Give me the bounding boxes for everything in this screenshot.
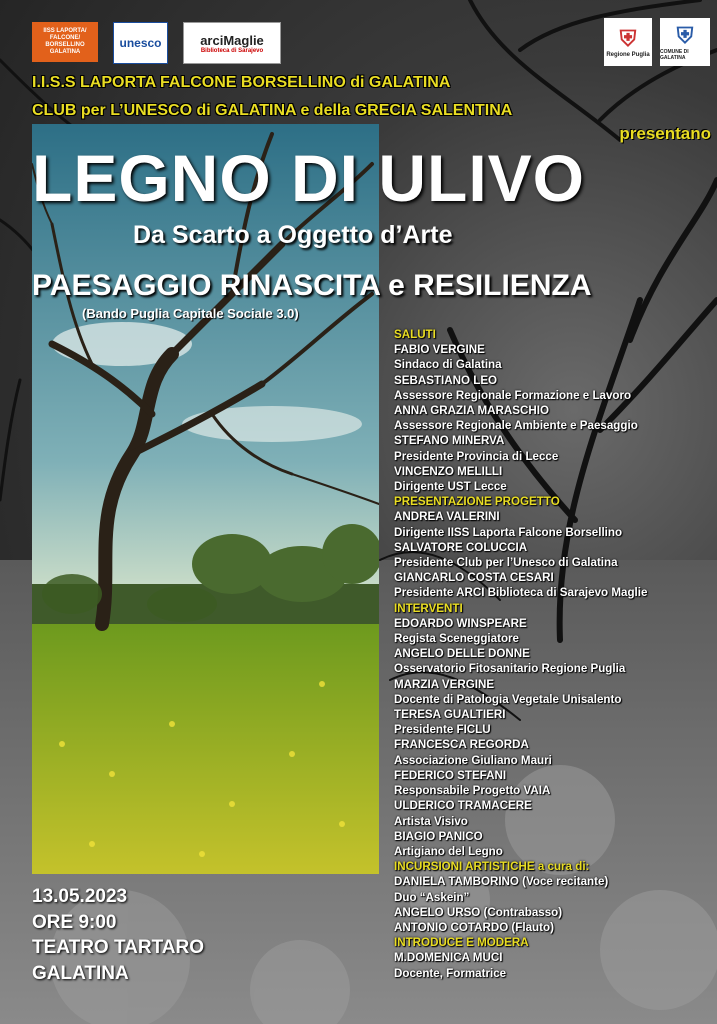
- program-section-heading: INTERVENTI: [394, 601, 463, 615]
- program-speaker-name: MARZIA VERGINE: [394, 677, 495, 691]
- regione-puglia-logo: [604, 18, 652, 66]
- program-speaker-role: Dirigente IISS Laporta Falcone Borsellino: [394, 525, 623, 539]
- program-speaker-role: Presidente Club per l’Unesco di Galatina: [394, 556, 618, 570]
- presentano-text: presentano: [619, 124, 711, 143]
- program-speaker-name: STEFANO MINERVA: [394, 434, 505, 448]
- program-speaker-name: FABIO VERGINE: [394, 343, 485, 357]
- program-speaker-name: GIANCARLO COSTA CESARI: [394, 571, 554, 585]
- event-info: [32, 884, 204, 986]
- program-speaker-name: SALVATORE COLUCCIA: [394, 540, 528, 554]
- program-speaker-role: Associazione Giuliano Mauri: [394, 753, 552, 767]
- arci-logo-subtext: Biblioteca di Sarajevo: [200, 47, 264, 54]
- arci-logo-text: arciMaglie: [200, 32, 264, 48]
- program-speaker-role: Dirigente UST Lecce: [394, 480, 507, 494]
- program-speaker-name: BIAGIO PANICO: [394, 829, 483, 843]
- main-title: LEGNO DI ULIVO: [32, 141, 586, 215]
- comune-galatina-logo: [660, 18, 710, 66]
- program-speaker-name: TERESA GUALTIERI: [394, 708, 506, 722]
- iiss-logo-text: IISS LAPORTA/ FALCONE/ BORSELLINO GALATINA: [43, 28, 87, 55]
- program-speaker-name: ULDERICO TRAMACERE: [394, 799, 532, 813]
- organizer-line-1: I.I.S.S LAPORTA FALCONE BORSELLINO di GALATINA: [32, 74, 451, 91]
- region-logo-text: Regione Puglia: [606, 52, 650, 58]
- organizer-line-2: CLUB per L’UNESCO di GALATINA e della GRECIA SALENTINA: [32, 102, 513, 119]
- program-section-heading: PRESENTAZIONE PROGETTO: [394, 495, 560, 509]
- program-speaker-name: SEBASTIANO LEO: [394, 373, 498, 387]
- program-speaker-role: Docente, Formatrice: [394, 966, 507, 980]
- program-speaker-role: Regista Sceneggiatore: [394, 632, 519, 646]
- program-speaker-name: ANNA GRAZIA MARASCHIO: [394, 404, 550, 418]
- program-speaker-role: Presidente FICLU: [394, 723, 491, 737]
- event-venue: TEATRO TARTARO: [32, 937, 205, 958]
- program-section-heading: INTRODUCE E MODERA: [394, 936, 529, 950]
- program-speaker-role: Sindaco di Galatina: [394, 358, 502, 372]
- program-speaker-role: Presidente Provincia di Lecce: [394, 449, 559, 463]
- program-speaker-role: Assessore Regionale Formazione e Lavoro: [394, 388, 632, 402]
- program-speaker-role: Assessore Regionale Ambiente e Paesaggio: [394, 419, 638, 433]
- subtitle: Da Scarto a Oggetto d’Arte: [133, 221, 453, 249]
- program-speaker-name: ANDREA VALERINI: [394, 510, 500, 524]
- program-speaker-role: Docente di Patologia Vegetale Unisalento: [394, 692, 622, 706]
- program-speaker-name: FRANCESCA REGORDA: [394, 738, 529, 752]
- event-time: ORE 9:00: [32, 911, 117, 933]
- program-speaker-name: M.DOMENICA MUCI: [394, 951, 503, 965]
- unesco-logo-text: unesco: [119, 36, 162, 50]
- comune-crest-icon: ⛨: [676, 23, 694, 48]
- unesco-logo: [113, 22, 168, 64]
- program-speaker-name: VINCENZO MELILLI: [394, 464, 503, 478]
- program-list: [394, 327, 714, 981]
- event-date: 13.05.2023: [32, 886, 128, 907]
- program-section-heading: SALUTI: [394, 328, 436, 341]
- arci-maglie-logo: [183, 22, 281, 64]
- bando-note: (Bando Puglia Capitale Sociale 3.0): [82, 306, 299, 321]
- program-speaker-name: ANTONIO COTARDO (Flauto): [394, 920, 554, 934]
- program-speaker-name: EDOARDO WINSPEARE: [394, 616, 527, 630]
- program-speaker-name: FEDERICO STEFANI: [394, 768, 507, 782]
- comune-logo-text: COMUNE DI GALATINA: [660, 49, 689, 61]
- program-speaker-role: Presidente ARCI Biblioteca di Sarajevo Maglie: [394, 586, 648, 600]
- program-speaker-role: Osservatorio Fitosanitario Regione Puglia: [394, 662, 626, 676]
- iiss-logo: [32, 22, 98, 62]
- program-speaker-role: Artista Visivo: [394, 814, 468, 828]
- event-city: GALATINA: [32, 962, 129, 984]
- program-section-heading: INCURSIONI ARTISTICHE a cura di:: [394, 860, 590, 874]
- program-speaker-name: DANIELA TAMBORINO (Voce recitante): [394, 875, 609, 889]
- subtitle-2: PAESAGGIO RINASCITA e RESILIENZA: [32, 269, 592, 302]
- region-crest-icon: ⛨: [619, 26, 637, 51]
- program-speaker-name: ANGELO URSO (Contrabasso): [394, 905, 563, 919]
- program-speaker-name: ANGELO DELLE DONNE: [394, 647, 530, 661]
- program-speaker-role: Duo “Askein”: [394, 890, 470, 904]
- program-speaker-role: Artigiano del Legno: [394, 844, 503, 858]
- program-speaker-role: Responsabile Progetto VAIA: [394, 784, 551, 798]
